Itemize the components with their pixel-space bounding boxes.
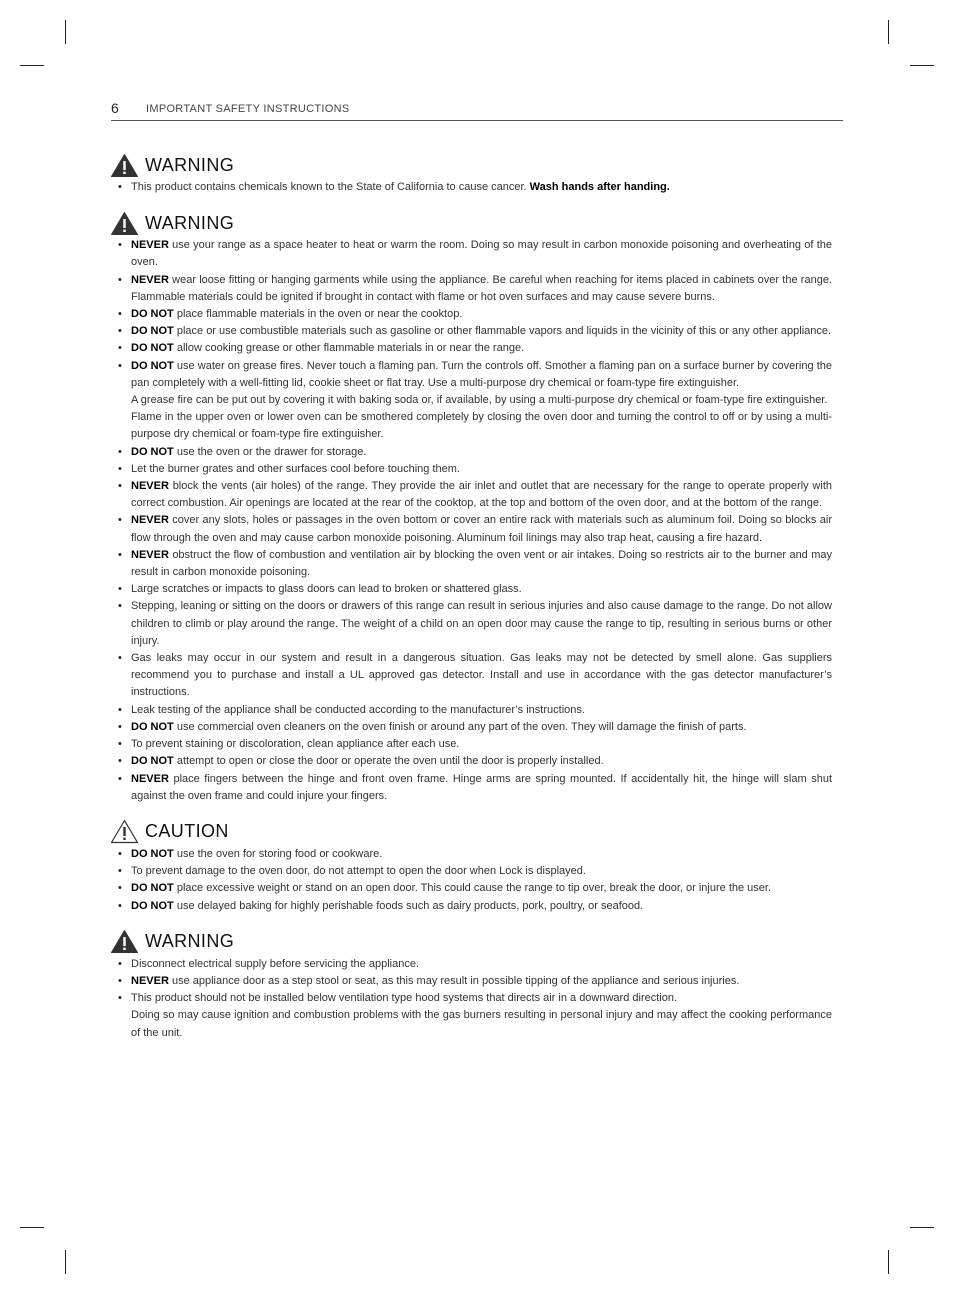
item-text: Gas leaks may occur in our system and result in a dangerous situation. Gas leaks may not be detected by smell alone. Gas suppliers recommend you to purchase and install a UL approved gas detector. Install and use in accordance with the gas detector manufacturer’s instructions. — [131, 652, 832, 699]
item-text: To prevent staining or discoloration, clean appliance after each use. — [131, 738, 460, 751]
emphasis-keyword: NEVER — [131, 273, 169, 286]
list-item — [110, 598, 832, 650]
emphasis-keyword: DO NOT — [131, 325, 174, 338]
list-item — [110, 306, 832, 323]
list-item — [110, 547, 832, 581]
item-text: To prevent damage to the oven door, do not attempt to open the door when Lock is displayed. — [131, 865, 586, 878]
list-item — [110, 179, 832, 196]
item-text: wear loose fitting or hanging garments while using the appliance. Be careful when reaching for items placed in cabinets over the range. Flammable materials could be ignited if brought in contact with flame or hot oven surfaces and may cause severe burns. — [131, 273, 832, 303]
list-item — [110, 650, 832, 702]
list-item — [110, 863, 832, 880]
warning-triangle-icon — [110, 153, 139, 178]
item-text: use the oven for storing food or cookware. — [173, 847, 383, 860]
item-paragraph: Doing so may cause ignition and combustion problems with the gas burners resulting in personal injury and may affect the cooking performance of the unit. — [131, 1009, 832, 1039]
crop-mark — [65, 20, 66, 44]
list-item — [110, 956, 832, 973]
item-text: This product contains chemicals known to the State of California to cause cancer. — [131, 181, 530, 193]
warning-triangle-icon — [110, 211, 139, 236]
emphasis-keyword: DO NOT — [131, 847, 174, 860]
list-item — [110, 512, 832, 546]
page-header — [111, 100, 843, 121]
warning-section — [110, 152, 832, 196]
list-item — [110, 846, 832, 863]
emphasis-keyword: NEVER — [131, 239, 169, 252]
item-paragraph: Flame in the upper oven or lower oven can be smothered completely by closing the oven door and turning the control to off or by using a multi-purpose dry chemical or foam-type fire extinguisher. — [131, 411, 832, 441]
list-item — [110, 272, 832, 306]
emphasis-keyword: DO NOT — [131, 882, 174, 895]
item-text: Stepping, leaning or sitting on the doors or drawers of this range can result in serious injuries and also cause damage to the range. Do not allow children to climb or play around the range. The weight of a child on an open door may cause the range to tip, resulting in serious burns or other injury. — [131, 600, 832, 647]
crop-mark — [20, 1227, 44, 1228]
section-heading — [110, 929, 832, 955]
item-text: use water on grease fires. Never touch a flaming pan. Turn the controls off. Smother a flaming pan on a surface burner by covering the pan completely with a well-fitting lid, cookie sheet or flat tray. Use a multi-purpose dry chemical or foam-type fire extinguisher. — [131, 359, 832, 389]
instruction-list — [110, 237, 832, 805]
list-item — [110, 719, 832, 736]
crop-mark — [910, 65, 934, 66]
emphasis-keyword: DO NOT — [131, 308, 174, 321]
section-heading — [110, 819, 832, 845]
item-text: allow cooking grease or other flammable materials in or near the range. — [173, 342, 525, 355]
emphasis-keyword: NEVER — [131, 514, 169, 527]
item-text: use the oven or the drawer for storage. — [173, 445, 367, 458]
instruction-list — [110, 956, 832, 1042]
crop-mark — [910, 1227, 934, 1228]
warning-heading: WARNING — [145, 212, 235, 233]
crop-mark — [888, 20, 889, 44]
warning-heading: WARNING — [145, 154, 235, 175]
emphasis-keyword: NEVER — [131, 772, 169, 785]
list-item — [110, 444, 832, 461]
emphasis-text: Wash hands after handing. — [529, 181, 670, 193]
item-text: use delayed baking for highly perishable foods such as dairy products, pork, poultry, or seafood. — [173, 899, 644, 912]
emphasis-keyword: NEVER — [131, 480, 169, 493]
caution-section — [110, 819, 832, 915]
item-text: block the vents (air holes) of the range. They provide the air inlet and outlet that are necessary for the range to operate properly with correct combustion. Air openings are located at the rear of the cooktop, at the top and bottom of the oven door, and at the bottom of the range. — [131, 480, 832, 510]
list-item — [110, 461, 832, 478]
emphasis-keyword: DO NOT — [131, 755, 174, 768]
list-item — [110, 898, 832, 915]
safety-content — [110, 152, 832, 1056]
caution-heading: CAUTION — [145, 821, 229, 842]
emphasis-keyword: NEVER — [131, 548, 169, 561]
caution-triangle-icon — [110, 819, 139, 844]
crop-mark — [65, 1250, 66, 1274]
emphasis-keyword: DO NOT — [131, 445, 174, 458]
list-item — [110, 973, 832, 990]
item-text: place or use combustible materials such as gasoline or other flammable vapors and liquids in the vicinity of this or any other appliance. — [173, 325, 832, 338]
emphasis-keyword: DO NOT — [131, 359, 174, 372]
item-paragraph: A grease fire can be put out by covering it with baking soda or, if available, by using a multi-purpose dry chemical or foam-type fire extinguisher. — [131, 394, 828, 407]
list-item — [110, 736, 832, 753]
crop-mark — [888, 1250, 889, 1274]
item-text: This product should not be installed below ventilation type hood systems that directs air in a downward direction. — [131, 992, 678, 1005]
list-item — [110, 990, 832, 1042]
item-text: place fingers between the hinge and front oven frame. Hinge arms are spring mounted. If accidentally hit, the hinge will slam shut against the oven frame and could injure your fingers. — [131, 772, 832, 802]
list-item — [110, 771, 832, 805]
instruction-list — [110, 846, 832, 915]
crop-mark — [20, 65, 44, 66]
emphasis-keyword: DO NOT — [131, 720, 174, 733]
list-item — [110, 753, 832, 770]
item-text: cover any slots, holes or passages in the oven bottom or cover an entire rack with materials such as aluminum foil. Doing so blocks air flow through the oven and may cause carbon monoxide poisoning. Aluminum foil linings may also trap heat, causing a fire hazard. — [131, 514, 832, 544]
item-text: Disconnect electrical supply before servicing the appliance. — [131, 957, 419, 970]
list-item — [110, 478, 832, 512]
emphasis-keyword: NEVER — [131, 974, 169, 987]
item-text: place excessive weight or stand on an open door. This could cause the range to tip over, break the door, or injure the user. — [173, 882, 772, 895]
item-text: Leak testing of the appliance shall be conducted according to the manufacturer’s instructions. — [131, 703, 585, 716]
warning-triangle-icon — [110, 929, 139, 954]
list-item — [110, 323, 832, 340]
list-item — [110, 581, 832, 598]
item-text: use commercial oven cleaners on the oven finish or around any part of the oven. They will damage the finish of parts. — [173, 720, 747, 733]
item-text: Large scratches or impacts to glass doors can lead to broken or shattered glass. — [131, 583, 522, 596]
item-text: use appliance door as a step stool or seat, as this may result in possible tipping of the appliance and serious injuries. — [168, 974, 740, 987]
instruction-list — [110, 179, 832, 196]
list-item — [110, 237, 832, 271]
item-text: place flammable materials in the oven or near the cooktop. — [173, 308, 463, 321]
item-text: attempt to open or close the door or operate the oven until the door is properly installed. — [173, 755, 604, 768]
emphasis-keyword: DO NOT — [131, 342, 174, 355]
warning-heading: WARNING — [145, 931, 235, 952]
list-item — [110, 702, 832, 719]
warning-section — [110, 929, 832, 1042]
section-heading — [110, 210, 832, 236]
section-heading — [110, 152, 832, 178]
page-number: 6 — [111, 100, 119, 116]
warning-section — [110, 210, 832, 805]
item-text: use your range as a space heater to heat or warm the room. Doing so may result in carbon monoxide poisoning and overheating of the oven. — [131, 239, 832, 269]
list-item — [110, 880, 832, 897]
list-item — [110, 340, 832, 357]
item-text: obstruct the flow of combustion and ventilation air by blocking the oven vent or air intakes. Doing so restricts air to the burner and may result in carbon monoxide poisoning. — [131, 548, 832, 579]
list-item — [110, 358, 832, 444]
item-text: Let the burner grates and other surfaces cool before touching them. — [131, 462, 460, 475]
emphasis-keyword: DO NOT — [131, 899, 174, 912]
running-title: IMPORTANT SAFETY INSTRUCTIONS — [146, 103, 350, 115]
